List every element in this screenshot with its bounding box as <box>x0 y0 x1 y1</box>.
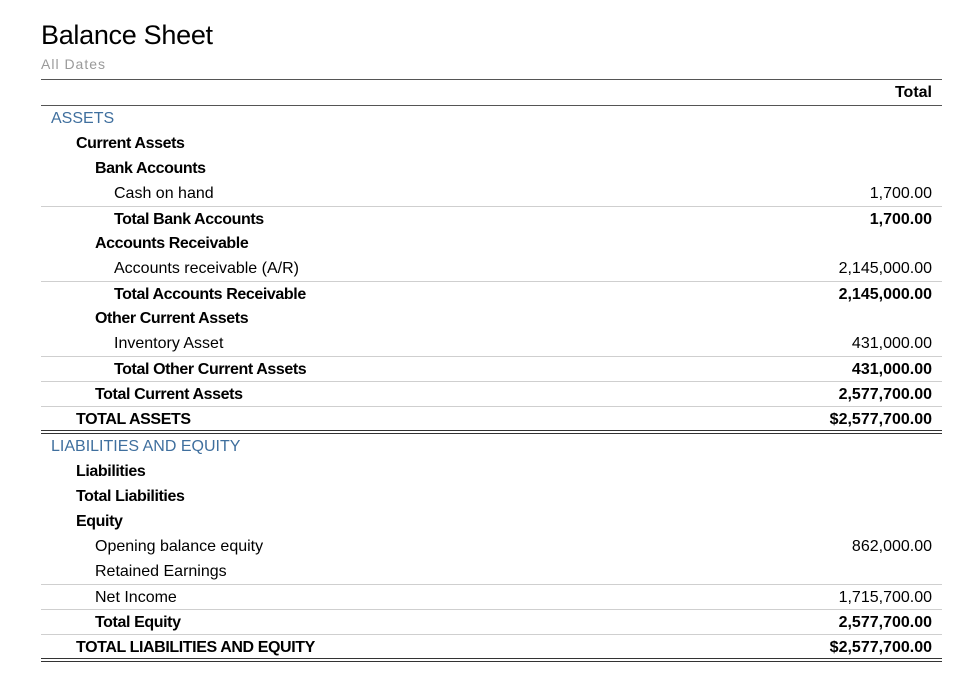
report-rows <box>41 106 942 662</box>
row-label[interactable]: Opening balance equity <box>95 538 264 555</box>
account-row <box>41 534 942 559</box>
row-amount: 2,577,700.00 <box>838 386 932 403</box>
grand-total-row <box>41 406 942 434</box>
subtotal-row <box>41 381 942 406</box>
row-label: LIABILITIES AND EQUITY <box>51 438 241 455</box>
row-label: Total Other Current Assets <box>114 361 307 378</box>
subtotal-row <box>41 281 942 306</box>
subtotal-row <box>41 356 942 381</box>
row-amount[interactable]: 431,000.00 <box>851 335 932 352</box>
report-title: Balance Sheet <box>41 20 213 50</box>
account-row <box>41 306 942 331</box>
row-amount: $2,577,700.00 <box>829 411 932 428</box>
row-label[interactable]: Cash on hand <box>114 185 214 202</box>
account-row <box>41 231 942 256</box>
row-label: TOTAL LIABILITIES AND EQUITY <box>76 639 315 656</box>
row-label[interactable]: Accounts receivable (A/R) <box>114 260 299 277</box>
row-amount[interactable]: 862,000.00 <box>851 538 932 555</box>
report-date-range: All Dates <box>41 56 107 72</box>
account-row <box>41 256 942 281</box>
column-header-row <box>41 79 942 106</box>
row-label: Total Accounts Receivable <box>114 286 306 303</box>
account-row <box>41 584 942 609</box>
row-label: Accounts Receivable <box>95 235 249 252</box>
account-row <box>41 459 942 484</box>
subtotal-row <box>41 609 942 634</box>
row-amount: 2,145,000.00 <box>838 286 932 303</box>
row-label: Other Current Assets <box>95 310 249 327</box>
row-label: Liabilities <box>76 463 146 480</box>
row-amount[interactable]: 1,700.00 <box>869 185 932 202</box>
grand-total-row <box>41 634 942 662</box>
row-amount: $2,577,700.00 <box>829 639 932 656</box>
row-label: TOTAL ASSETS <box>76 411 191 428</box>
row-label: Total Liabilities <box>76 488 185 505</box>
account-row <box>41 484 942 509</box>
row-amount[interactable]: 2,145,000.00 <box>838 260 932 277</box>
account-row <box>41 331 942 356</box>
account-row <box>41 156 942 181</box>
section-header-row <box>41 434 942 459</box>
account-row <box>41 559 942 584</box>
balance-sheet-report <box>41 18 942 662</box>
row-label: Total Current Assets <box>95 386 243 403</box>
column-header-total: Total <box>894 84 932 101</box>
account-row <box>41 509 942 534</box>
row-label: ASSETS <box>51 110 115 127</box>
row-amount: 1,700.00 <box>869 211 932 228</box>
row-label: Current Assets <box>76 135 185 152</box>
subtotal-row <box>41 206 942 231</box>
row-label: Total Equity <box>95 614 181 631</box>
row-label[interactable]: Inventory Asset <box>114 335 224 352</box>
row-amount: 2,577,700.00 <box>838 614 932 631</box>
row-label: Equity <box>76 513 123 530</box>
row-amount[interactable]: 1,715,700.00 <box>838 589 932 606</box>
row-label: Bank Accounts <box>95 160 206 177</box>
account-row <box>41 131 942 156</box>
row-amount: 431,000.00 <box>851 361 932 378</box>
row-label[interactable]: Net Income <box>95 589 177 606</box>
row-label: Total Bank Accounts <box>114 211 264 228</box>
account-row <box>41 181 942 206</box>
row-label[interactable]: Retained Earnings <box>95 563 227 580</box>
section-header-row <box>41 106 942 131</box>
